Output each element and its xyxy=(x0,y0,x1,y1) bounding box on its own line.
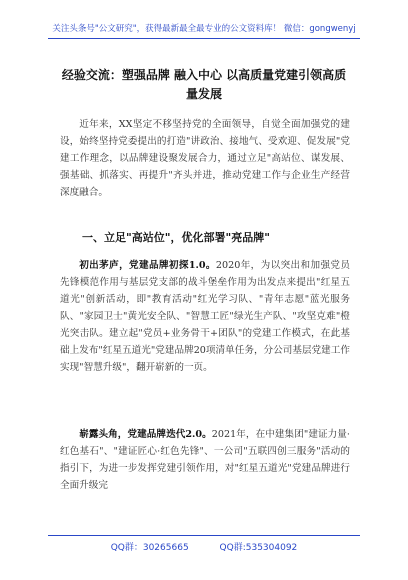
paragraph-brand-2 xyxy=(60,426,350,494)
paragraph-intro: 近年来，XX坚定不移坚持党的全面领导，自觉全面加强党的建设，始终坚持党委提出的打造"讲政治、接地气、受欢迎、促发展"党建工作理念，以品牌建设聚发展合力，通过立足"高站位、谋发展、强基础、抓落实、再提升"齐头并进，推动党建工作与企业生产经营深度融合。 xyxy=(60,119,350,198)
paragraph-body: 2020年，为以突出和加强党员先锋模范作用与基层党支部的战斗堡垒作用为出发点来提出"红星五道光"创新活动，即"教育活动"红光学习队、"青年志愿"蓝光服务队、"家园卫士"黄光安全队、"智慧工匠"绿光生产队、"攻坚克难"橙光突击队。建立起"党员+业务骨干+团队"的党建工作模式，在此基础上发布"红星五道光"党建品牌20项清单任务，分公司基层党建工作实现"智慧升级"，翻开崭新的一页。 xyxy=(60,260,350,373)
document-title: 经验交流：塑强品牌 融入中心 以高质量党建引领高质量发展 xyxy=(61,68,347,101)
paragraph-brand-1 xyxy=(60,257,350,376)
header-banner: 关注头条号"公文研究"，获得最新最全最专业的公文资料库！ 微信：gongwenyj xyxy=(52,24,356,34)
footer-qq-group-2: QQ群:535304092 xyxy=(219,543,298,553)
section-heading-1: 一、立足"高站位"，优化部署"亮品牌" xyxy=(82,231,270,244)
footer-divider xyxy=(48,535,360,536)
paragraph-lead: 初出茅庐，党建品牌初探1.0。 xyxy=(79,260,216,271)
paragraph-body: 2021年，在中建集团"建证力量·红色基石"、"建证匠心·红色先锋"、一公司"五联四创三服务"活动的指引下，为进一步发挥党建引领作用，对"红星五道光"党建品牌进行全面升级完 xyxy=(60,429,350,491)
header-divider xyxy=(48,38,360,39)
footer xyxy=(0,540,408,553)
paragraph-lead: 崭露头角，党建品牌迭代2.0。 xyxy=(79,429,212,440)
footer-qq-group-1: QQ群：30265665 xyxy=(110,543,189,553)
